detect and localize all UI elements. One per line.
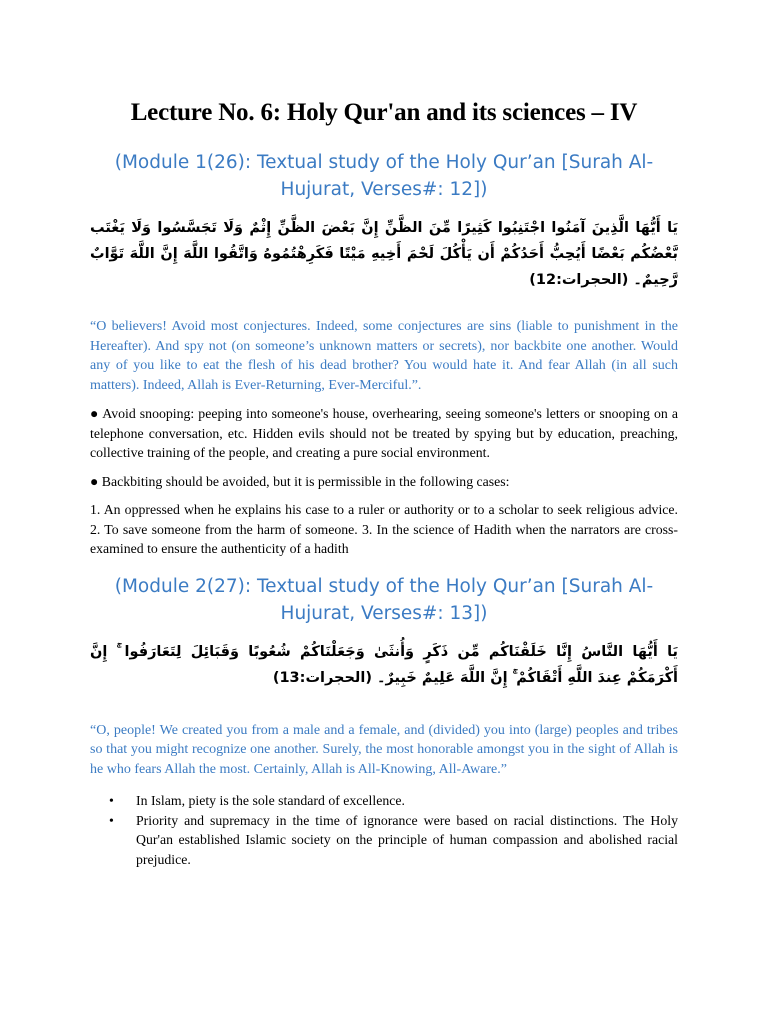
module-2-heading	[90, 573, 678, 627]
module-1-arabic-verse: يَا أَيُّهَا الَّذِينَ آمَنُوا اجْتَنِبُوا كَثِيرًا مِّنَ الظَّنِّ إِنَّ بَعْضَ الظَّنِّ إِثْمٌ وَلَا تَجَسَّسُوا وَلَا يَغْتَب بَّعْضُكُم بَعْضًا أَيُحِبُّ أَحَدُكُمْ أَن يَأْكُلَ لَحْمَ أَخِيهِ مَيْتًا فَكَرِهْتُمُوهُ وَاتَّقُوا اللَّهَ إِنَّ اللَّهَ تَوَّابٌ رَّحِيمٌ۔ (الحجرات:12)	[90, 220, 678, 288]
module-2-bullet-list	[90, 791, 678, 869]
module-1-translation: “O believers! Avoid most conjectures. Indeed, some conjectures are sins (liable to punishment in the Hereafter). And spy not (on someone’s unknown matters or secrets), nor backbite one another. Would any of you like to eat the flesh of his dead brother? You would hate it. And fear Allah (in all such matters). Indeed, Allah is Ever-Returning, Ever-Merciful.”.	[90, 319, 678, 393]
list-item-text: In Islam, piety is the sole standard of excellence.	[136, 793, 405, 808]
module-2-heading-line2: Hujurat, Verses#: 13])	[280, 602, 488, 624]
module-2-arabic-verse: يَا أَيُّهَا النَّاسُ إِنَّا خَلَقْنَاكُم مِّن ذَكَرٍ وَأُنثَىٰ وَجَعَلْنَاكُمْ شُعُوبًا وَقَبَائِلَ لِتَعَارَفُوا ۚ إِنَّ أَكْرَمَكُمْ عِندَ اللَّهِ أَتْقَاكُمْ ۚ إِنَّ اللَّهَ عَلِيمٌ خَبِيرٌ۔ (الحجرات:13)	[90, 643, 678, 686]
list-item-text: Priority and supremacy in the time of ignorance were based on racial distinctions. The Holy Qur'an established Islamic society on the principle of human compassion and abolished racial prejudice.	[136, 812, 678, 867]
module-1-cases: 1. An oppressed when he explains his case to a ruler or authority or to a scholar to seek religious advice. 2. To save someone from the harm of someone. 3. In the science of Hadith when the narrators are cross-examined to ensure the authenticity of a hadith	[90, 502, 678, 556]
list-item	[109, 791, 678, 811]
lecture-title: Lecture No. 6: Holy Qur'an and its sciences – IV	[130, 99, 638, 126]
module-2-heading-line1: (Module 2(27): Textual study of the Holy Qur’an [Surah Al-	[114, 575, 654, 597]
bullet-marker: •	[109, 793, 114, 808]
module-1-point-snooping: ● Avoid snooping: peeping into someone's house, overhearing, seeing someone's letters or snooping on a telephone conversation, etc. Hidden evils should not be treated by spying but by education, preaching, collective training of the people, and creating a pure social environment.	[90, 406, 678, 460]
module-1-heading-line1: (Module 1(26): Textual study of the Holy Qur’an [Surah Al-	[114, 152, 654, 173]
module-1-point-backbiting: ● Backbiting should be avoided, but it is permissible in the following cases:	[90, 473, 510, 489]
bullet-marker: •	[109, 812, 114, 828]
module-1-heading-line2: Hujurat, Verses#: 12])	[280, 179, 488, 200]
list-item	[109, 811, 678, 870]
module-2-translation: “O, people! We created you from a male and a female, and (divided) you into (large) peoples and tribes so that you might recognize one another. Surely, the most honorable amongst you in the sight of Allah is he who fears Allah the most. Certainly, Allah is All-Knowing, All-Aware.”	[90, 722, 678, 777]
module-1-heading	[90, 149, 678, 203]
